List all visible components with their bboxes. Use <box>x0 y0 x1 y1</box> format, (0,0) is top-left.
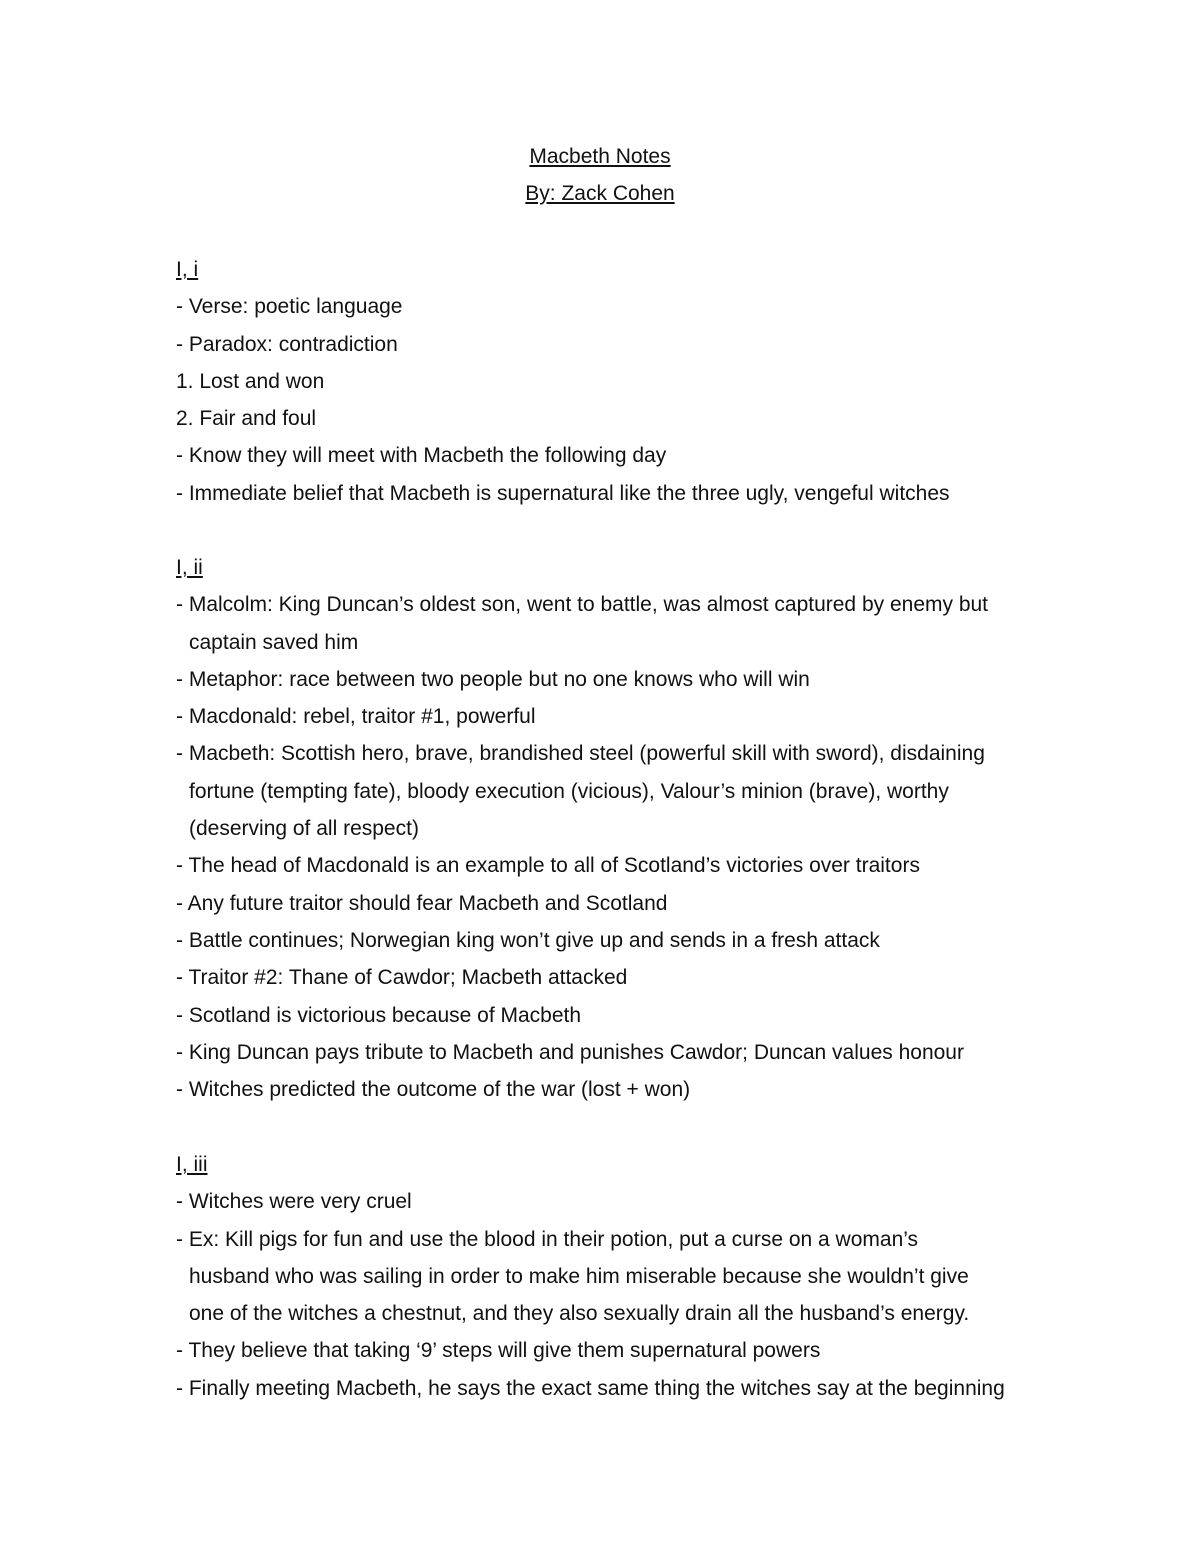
section-heading: I, ii <box>176 556 203 579</box>
note-line: - Witches were very cruel <box>176 1190 412 1214</box>
note-line: - Macdonald: rebel, traitor #1, powerful <box>176 705 536 729</box>
section-lines <box>176 586 1056 1108</box>
note-line: - Battle continues; Norwegian king won’t give up and sends in a fresh attack <box>176 928 880 952</box>
note-line: - Traitor #2: Thane of Cawdor; Macbeth attacked <box>176 966 628 990</box>
note-line-continuation: fortune (tempting fate), bloody execution (vicious), Valour’s minion (brave), worthy <box>189 779 949 803</box>
note-line: - Finally meeting Macbeth, he says the exact same thing the witches say at the beginning <box>176 1376 1005 1400</box>
note-line: - Verse: poetic language <box>176 295 403 319</box>
note-line-continuation: captain saved him <box>189 630 359 654</box>
note-line: - Any future traitor should fear Macbeth and Scotland <box>176 891 668 915</box>
section-heading: I, iii <box>176 1153 208 1176</box>
document-author: By: Zack Cohen <box>525 182 675 205</box>
note-line: - Immediate belief that Macbeth is supernatural like the three ugly, vengeful witches <box>176 481 950 505</box>
note-line: - Scotland is victorious because of Macbeth <box>176 1003 582 1027</box>
note-line: 2. Fair and foul <box>176 407 317 431</box>
note-line: - Malcolm: King Duncan’s oldest son, went to battle, was almost captured by enemy but <box>176 593 989 617</box>
note-line: - King Duncan pays tribute to Macbeth and punishes Cawdor; Duncan values honour <box>176 1040 964 1064</box>
section-act1-scene2 <box>176 549 1056 1108</box>
note-line: - Ex: Kill pigs for fun and use the blood in their potion, put a curse on a woman’s <box>176 1227 919 1251</box>
section-act1-scene3 <box>176 1146 1056 1407</box>
note-line: - Macbeth: Scottish hero, brave, brandished steel (powerful skill with sword), disdaining <box>176 742 985 766</box>
section-lines <box>176 288 1056 512</box>
note-line-continuation: (deserving of all respect) <box>189 817 419 841</box>
note-line: - They believe that taking ‘9’ steps will give them supernatural powers <box>176 1339 821 1363</box>
note-line: - The head of Macdonald is an example to all of Scotland’s victories over traitors <box>176 854 920 878</box>
note-line: - Metaphor: race between two people but no one knows who will win <box>176 667 810 691</box>
section-heading: I, i <box>176 258 199 281</box>
document-title: Macbeth Notes <box>529 145 671 168</box>
note-line: - Witches predicted the outcome of the war (lost + won) <box>176 1078 691 1102</box>
note-line: - Know they will meet with Macbeth the following day <box>176 444 667 468</box>
note-line: - Paradox: contradiction <box>176 332 398 356</box>
section-act1-scene1 <box>176 251 1056 512</box>
section-lines <box>176 1183 1056 1407</box>
note-line-continuation: husband who was sailing in order to make him miserable because she wouldn’t give <box>189 1264 969 1288</box>
note-line: 1. Lost and won <box>176 369 325 393</box>
note-line-continuation: one of the witches a chestnut, and they also sexually drain all the husband’s energy. <box>189 1302 970 1326</box>
